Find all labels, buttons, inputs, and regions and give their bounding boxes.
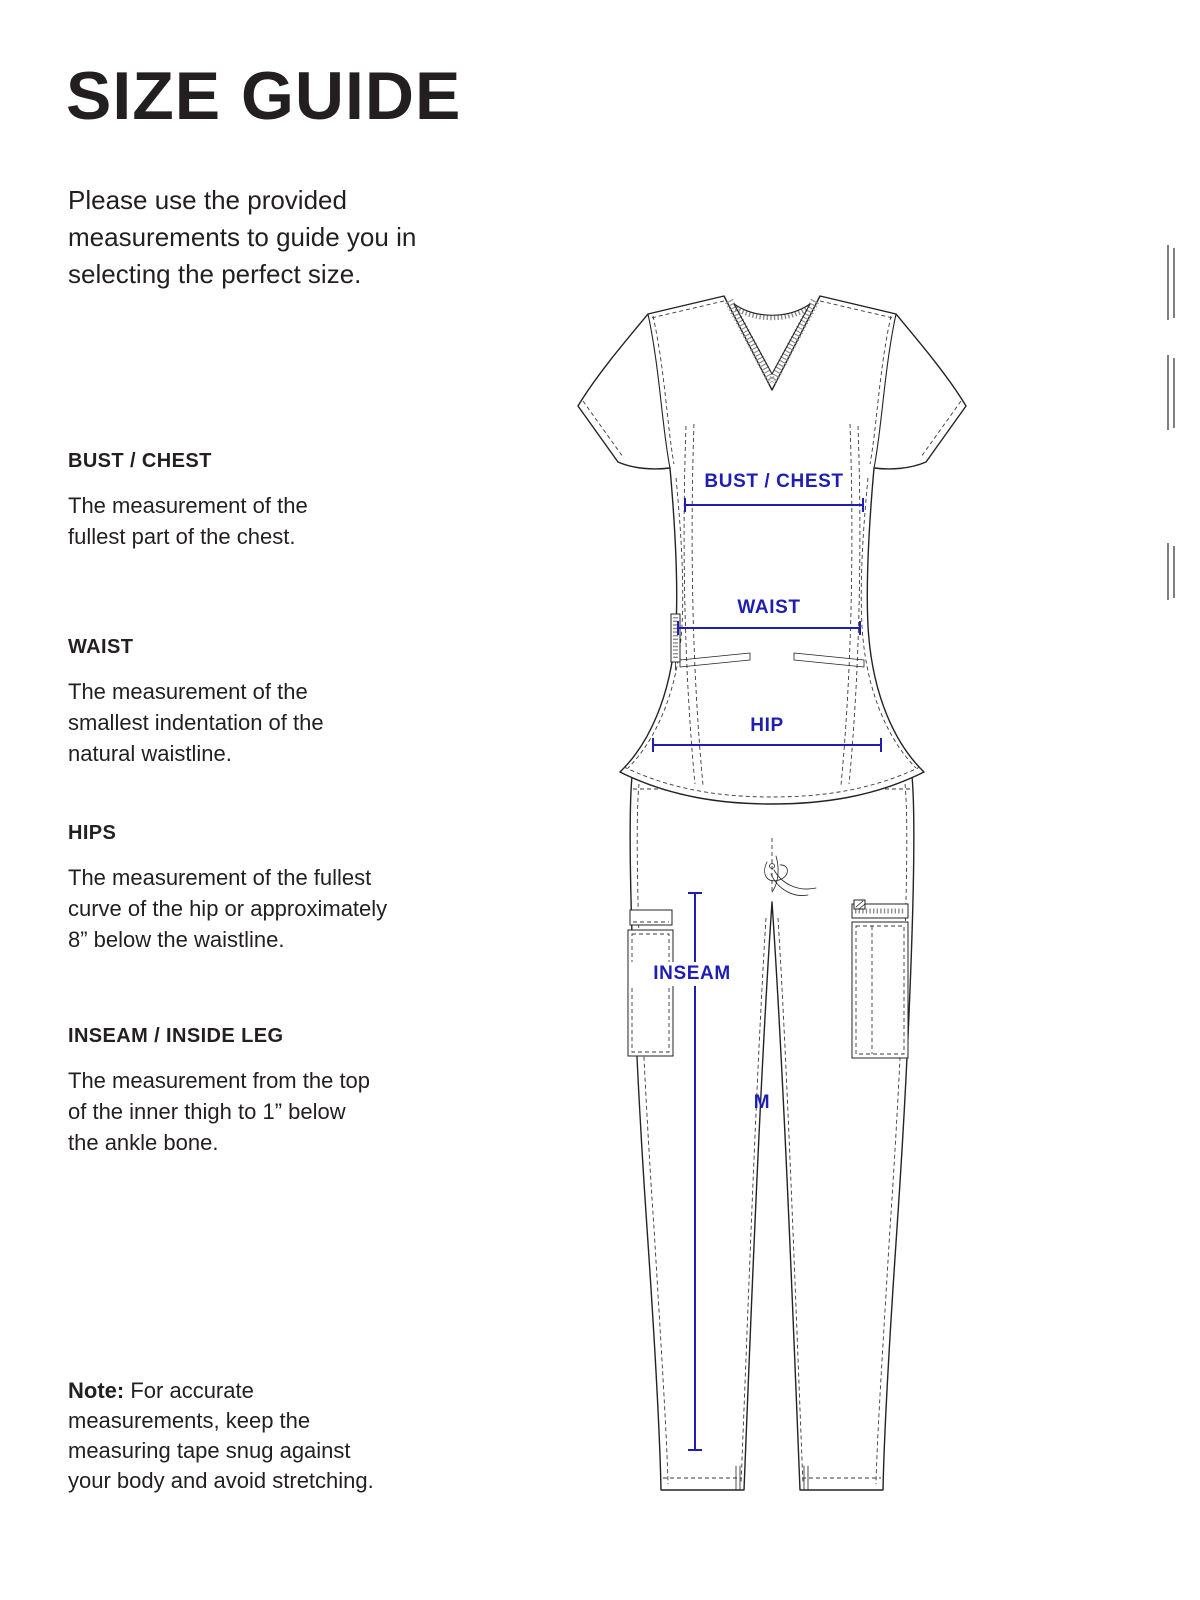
- size-marker-label: M: [753, 1092, 771, 1113]
- definition-text-line: the ankle bone.: [68, 1130, 219, 1155]
- note-text-line: measuring tape snug against: [68, 1438, 351, 1463]
- definition-text-line: smallest indentation of the: [68, 710, 324, 735]
- definition-waist: [68, 636, 324, 769]
- definition-text-line: 8” below the waistline.: [68, 927, 285, 952]
- scrub-pants: [628, 776, 914, 1490]
- cargo-pocket-right: [852, 900, 908, 1058]
- definition-text-line: curve of the hip or approximately: [68, 896, 388, 921]
- note-first-line: [68, 1376, 374, 1406]
- definition-text-line: fullest part of the chest.: [68, 524, 296, 549]
- definition-term: HIPS: [68, 822, 117, 844]
- definition-text-line: The measurement of the fullest: [68, 865, 372, 890]
- garment-diagram: [520, 278, 1000, 1528]
- intro-line: selecting the perfect size.: [68, 259, 362, 289]
- note: [68, 1376, 374, 1496]
- definition-term: INSEAM / INSIDE LEG: [68, 1025, 284, 1047]
- hip-measure-label: HIP: [750, 715, 784, 736]
- note-text: For accurate: [130, 1378, 254, 1403]
- page-title: SIZE GUIDE: [66, 58, 462, 134]
- definition-hips: [68, 822, 387, 955]
- adjacent-diagram-fragment: [1158, 240, 1198, 620]
- definition-term: BUST / CHEST: [68, 450, 212, 472]
- definition-text-line: The measurement of the: [68, 493, 308, 518]
- definition-text-line: The measurement from the top: [68, 1068, 371, 1093]
- definition-text-line: of the inner thigh to 1” below: [68, 1099, 346, 1124]
- definition-text-line: The measurement of the: [68, 679, 308, 704]
- definition-term: WAIST: [68, 636, 134, 658]
- intro-text: [68, 182, 416, 293]
- note-text-line: measurements, keep the: [68, 1408, 311, 1433]
- inseam-measure-label: INSEAM: [631, 962, 753, 986]
- definition-bust-chest: [68, 450, 308, 552]
- definition-inseam: [68, 1025, 370, 1158]
- waist-measure-label: WAIST: [737, 597, 801, 618]
- note-text-line: your body and avoid stretching.: [68, 1468, 374, 1493]
- intro-line: measurements to guide you in: [68, 222, 417, 252]
- definition-text-line: natural waistline.: [68, 741, 232, 766]
- intro-line: Please use the provided: [68, 185, 347, 215]
- bust-measure-label: BUST / CHEST: [704, 471, 844, 492]
- note-label: Note:: [68, 1378, 125, 1403]
